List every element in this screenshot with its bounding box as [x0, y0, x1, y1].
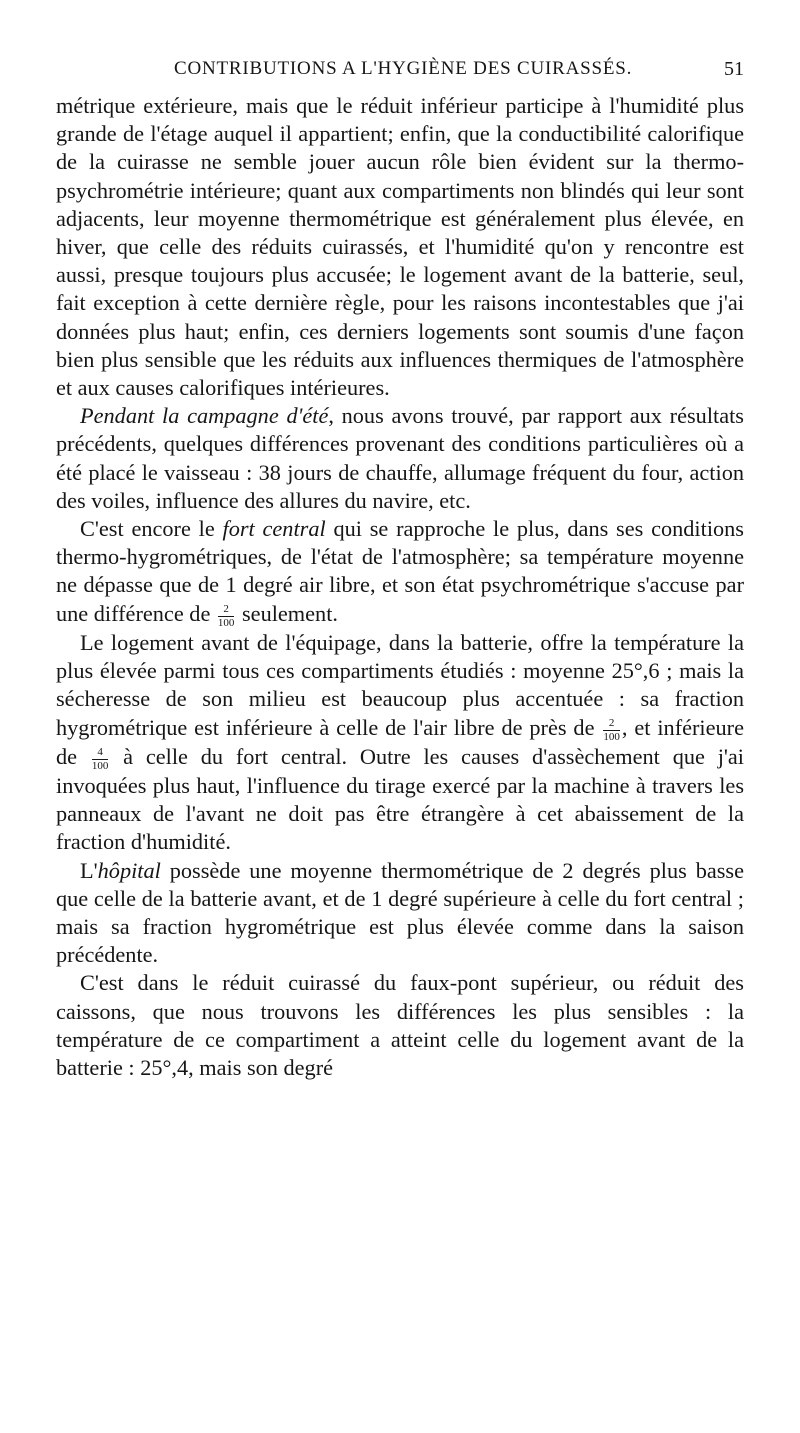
paragraph-summer-campaign	[56, 402, 744, 515]
fraction-four-hundredths	[92, 747, 109, 772]
paragraph-2-text: , nous avons trouvé, par rapport aux résultats précédents, quelques différences provenant des conditions particulières où a été placé le vaisseau : 38 jours de chauffe, allumage fréquent du four, action des voiles, influence des allures du navire, etc.	[56, 403, 744, 513]
fraction-denominator: 100	[603, 730, 620, 743]
hopital-term: hôpital	[97, 857, 161, 883]
paragraph-6-text: C'est dans le réduit cuirassé du faux-pont supérieur, ou réduit des caissons, que nous trouvons les différences les plus sensibles : la température de ce compartiment a atteint celle du logement avant de la batterie : 25°,4, mais son degré	[56, 970, 744, 1081]
book-page	[56, 58, 744, 1082]
paragraph-5-text: possède une moyenne thermométrique de 2 degrés plus basse que celle de la batterie avant, et de 1 degré supérieure à celle du fort central ; mais sa fraction hygrométrique est plus élevée comme dans la saison précédente.	[56, 857, 744, 968]
summer-campaign-heading: Pendant la campagne d'été	[80, 403, 329, 429]
running-title: CONTRIBUTIONS A L'HYGIÈNE DES CUIRASSÉS.	[174, 58, 633, 79]
fraction-two-hundredths	[603, 718, 620, 743]
fraction-numerator: 2	[603, 718, 620, 731]
paragraph-continued	[56, 92, 744, 402]
paragraph-3-text-after: qui se rapproche le plus, dans ses conditions thermo-hygrométriques, de l'état de l'atmosphère; sa température moyenne ne dépasse que de 1 degré air libre, et son état psychrométrique s'accuse par une différence de	[56, 516, 744, 626]
paragraph-4-text-after: à celle du fort central. Outre les causes d'assèchement que j'ai invoquées plus haut, l'influence du tirage exercé par la machine à travers les panneaux de l'avant ne doit pas être étrangère à cet abaissement de la fraction d'humidité.	[56, 743, 744, 855]
running-head	[56, 58, 744, 92]
paragraph-reduit-caissons	[56, 969, 744, 1082]
paragraph-4-text-middle: , et inférieure de	[56, 714, 744, 769]
paragraph-logement-avant	[56, 629, 744, 857]
fraction-denominator: 100	[217, 616, 235, 629]
fort-central-term: fort central	[222, 516, 326, 542]
fraction-two-hundredths	[218, 604, 235, 629]
paragraph-3-text-before: C'est encore le	[80, 516, 223, 542]
fraction-numerator: 2	[218, 604, 235, 617]
fraction-numerator: 4	[92, 747, 109, 760]
page-number: 51	[724, 58, 744, 80]
paragraph-1-text: métrique extérieure, mais que le réduit inférieur participe à l'humidité plus grande de l'étage auquel il appartient; enfin, que la conductibilité calorifique de la cuirasse ne semble jouer aucun rôle bien évident sur la thermo-psychrométrie intérieure; quant aux compartiments non blindés qui leur sont adjacents, leur moyenne thermométrique est généralement plus élevée, en hiver, que celle des réduits cuirassés, et l'humidité qu'on y rencontre est aussi, presque toujours plus accusée; le logement avant de la batterie, seul, fait exception à cette dernière règle, pour les raisons incontestables que j'ai données plus haut; enfin, ces derniers logements sont soumis d'une façon bien plus sensible que les réduits aux influences thermiques de l'atmosphère et aux causes calorifiques intérieures.	[56, 93, 744, 401]
body-text	[56, 92, 744, 1082]
paragraph-hopital	[56, 857, 744, 970]
paragraph-fort-central	[56, 515, 744, 629]
paragraph-3-text-end: seulement.	[236, 600, 338, 626]
hopital-article: L'	[80, 857, 98, 883]
fraction-denominator: 100	[91, 760, 109, 773]
paragraph-4-text-before: Le logement avant de l'équipage, dans la batterie, offre la température la plus élevée parmi tous ces compartiments étudiés : moyenne 25°,6 ; mais la sécheresse de son milieu est beaucoup plus accentuée : sa fraction hygrométrique est inférieure à celle de l'air libre de près de	[56, 629, 744, 740]
